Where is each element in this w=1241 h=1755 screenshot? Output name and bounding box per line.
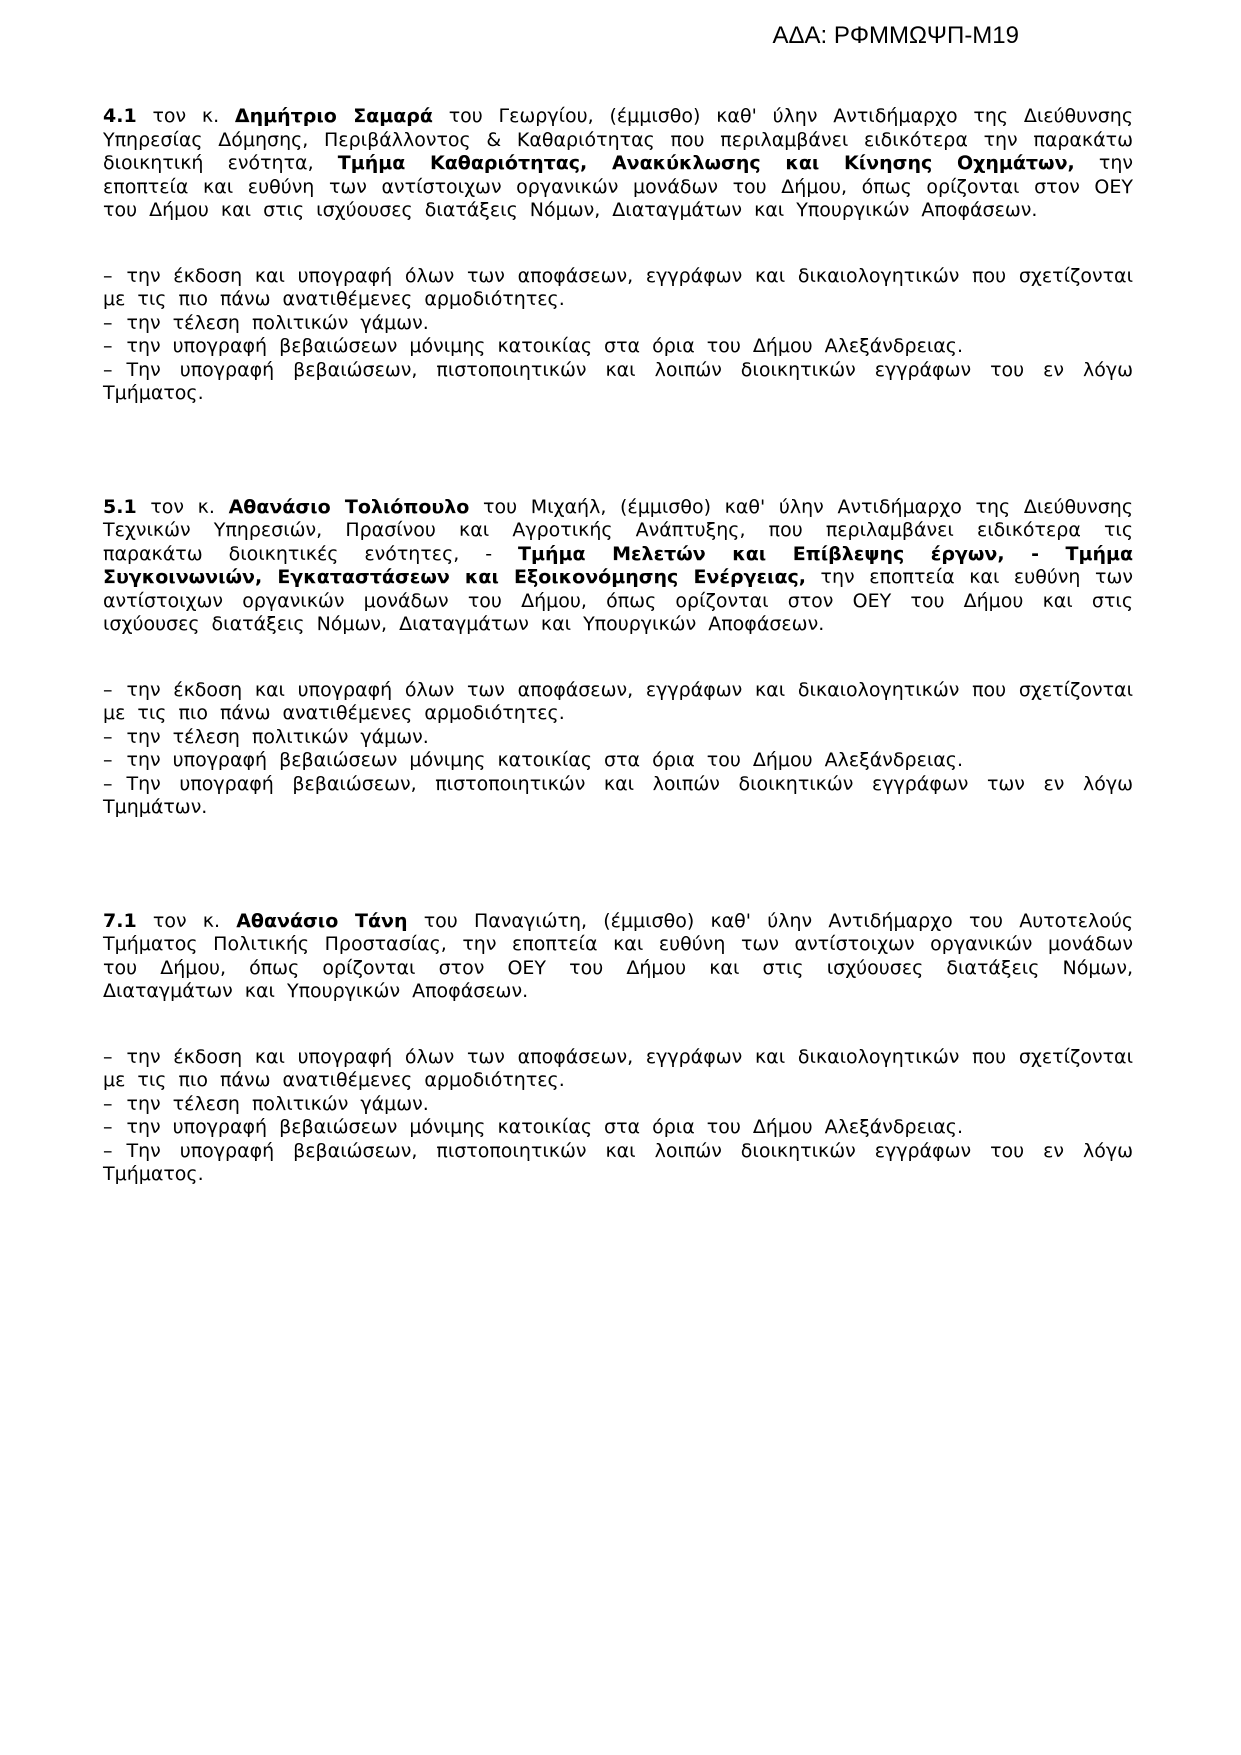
- bullet-text: την υπογραφή βεβαιώσεων μόνιμης κατοικίας στα όρια του Δήμου Αλεξάνδρειας.: [126, 1116, 963, 1138]
- bullet-text: την τέλεση πολιτικών γάμων.: [126, 725, 429, 748]
- bullet-text: Την υπογραφή βεβαιώσεων, πιστοποιητικών και λοιπών διοικητικών εγγράφων του εν λόγω Τμήματος.: [103, 358, 1133, 404]
- bullet-dash: –: [103, 358, 113, 381]
- paragraph-7-1: 7.1 τον κ. Αθανάσιο Τάνη του Παναγιώτη, (έμμισθο) καθ' ύλην Αντιδήμαρχο του Αυτοτελούς Τμήματος Πολιτικής Προστασίας, την εποπτεία και ευθύνη των αντίστοιχων οργανικών μονάδων του Δήμου, όπως ορίζονται στον ΟΕΥ του Δήμου και στις ισχύουσες διατάξεις Νόμων, Διαταγμάτων και Υπουργικών Αποφάσεων.: [103, 909, 1133, 1002]
- bullet-item: [103, 312, 1133, 336]
- bullet-text: την έκδοση και υπογραφή όλων των αποφάσεων, εγγράφων και δικαιολογητικών που σχετίζονται με τις πιο πάνω ανατιθέμενες αρμοδιότητες.: [103, 1045, 1133, 1091]
- section-5-1: [103, 496, 1133, 820]
- bullet-text: Την υπογραφή βεβαιώσεων, πιστοποιητικών και λοιπών διοικητικών εγγράφων των εν λόγω Τμημάτων.: [103, 772, 1133, 818]
- section-4-1: [103, 105, 1133, 406]
- bullet-dash: –: [103, 678, 113, 701]
- bullet-dash: –: [103, 311, 113, 334]
- bullet-text: την έκδοση και υπογραφή όλων των αποφάσεων, εγγράφων και δικαιολογητικών που σχετίζονται με τις πιο πάνω ανατιθέμενες αρμοδιότητες.: [103, 264, 1133, 310]
- document-content: [0, 50, 1241, 1187]
- bullet-text: την τέλεση πολιτικών γάμων.: [126, 311, 429, 334]
- bullet-text: την έκδοση και υπογραφή όλων των αποφάσεων, εγγράφων και δικαιολογητικών που σχετίζονται με τις πιο πάνω ανατιθέμενες αρμοδιότητες.: [103, 678, 1133, 724]
- bullet-item: [103, 335, 1133, 359]
- bullet-item: [103, 679, 1133, 726]
- bullet-item: [103, 1140, 1133, 1187]
- paragraph-5-1: 5.1 τον κ. Αθανάσιο Τολιόπουλο του Μιχαήλ, (έμμισθο) καθ' ύλην Αντιδήμαρχο της Διεύθυνσης Τεχνικών Υπηρεσιών, Πρασίνου και Αγροτικής Ανάπτυξης, που περιλαμβάνει ειδικότερα τις παρακάτω διοικητικές ενότητες, - Τμήμα Μελετών και Επίβλεψης έργων, - Τμήμα Συγκοινωνιών, Εγκαταστάσεων και Εξοικονόμησης Ενέργειας, την εποπτεία και ευθύνη των αντίστοιχων οργανικών μονάδων του Δήμου, όπως ορίζονται στον ΟΕΥ του Δήμου και στις ισχύουσες διατάξεις Νόμων, Διαταγμάτων και Υπουργικών Αποφάσεων.: [103, 495, 1134, 635]
- bullet-dash: –: [103, 1092, 113, 1115]
- bullet-dash: –: [103, 1045, 113, 1068]
- bullet-text: την υπογραφή βεβαιώσεων μόνιμης κατοικίας στα όρια του Δήμου Αλεξάνδρειας.: [126, 335, 963, 357]
- bullet-text: Την υπογραφή βεβαιώσεων, πιστοποιητικών και λοιπών διοικητικών εγγράφων του εν λόγω Τμήματος.: [103, 1139, 1133, 1185]
- bullet-item: [103, 265, 1133, 312]
- ada-code: ΑΔΑ: ΡΦΜΜΩΨΠ-Μ19: [772, 22, 1019, 49]
- bullet-item: [103, 1116, 1133, 1140]
- bullet-item: [103, 1093, 1133, 1117]
- bullet-dash: –: [103, 1139, 113, 1162]
- bullet-dash: –: [103, 749, 113, 771]
- bullet-text: την υπογραφή βεβαιώσεων μόνιμης κατοικίας στα όρια του Δήμου Αλεξάνδρειας.: [126, 749, 963, 771]
- bullet-dash: –: [103, 1116, 113, 1138]
- bullet-item: [103, 773, 1133, 820]
- bullet-item: [103, 749, 1133, 773]
- bullet-dash: –: [103, 772, 113, 795]
- bullet-dash: –: [103, 335, 113, 357]
- bullet-dash: –: [103, 264, 113, 287]
- bullet-item: [103, 726, 1133, 750]
- bullet-item: [103, 359, 1133, 406]
- bullet-dash: –: [103, 725, 113, 748]
- section-7-1: [103, 910, 1133, 1187]
- bullet-text: την τέλεση πολιτικών γάμων.: [126, 1092, 429, 1115]
- paragraph-4-1: 4.1 τον κ. Δημήτριο Σαμαρά του Γεωργίου, (έμμισθο) καθ' ύλην Αντιδήμαρχο της Διεύθυνσης Υπηρεσίας Δόμησης, Περιβάλλοντος & Καθαριότητας που περιλαμβάνει ειδικότερα την παρακάτω διοικητική ενότητα, Τμήμα Καθαριότητας, Ανακύκλωσης και Κίνησης Οχημάτων, την εποπτεία και ευθύνη των αντίστοιχων οργανικών μονάδων του Δήμου, όπως ορίζονται στον ΟΕΥ του Δήμου και στις ισχύουσες διατάξεις Νόμων, Διαταγμάτων και Υπουργικών Αποφάσεων.: [103, 105, 1133, 221]
- bullet-item: [103, 1046, 1133, 1093]
